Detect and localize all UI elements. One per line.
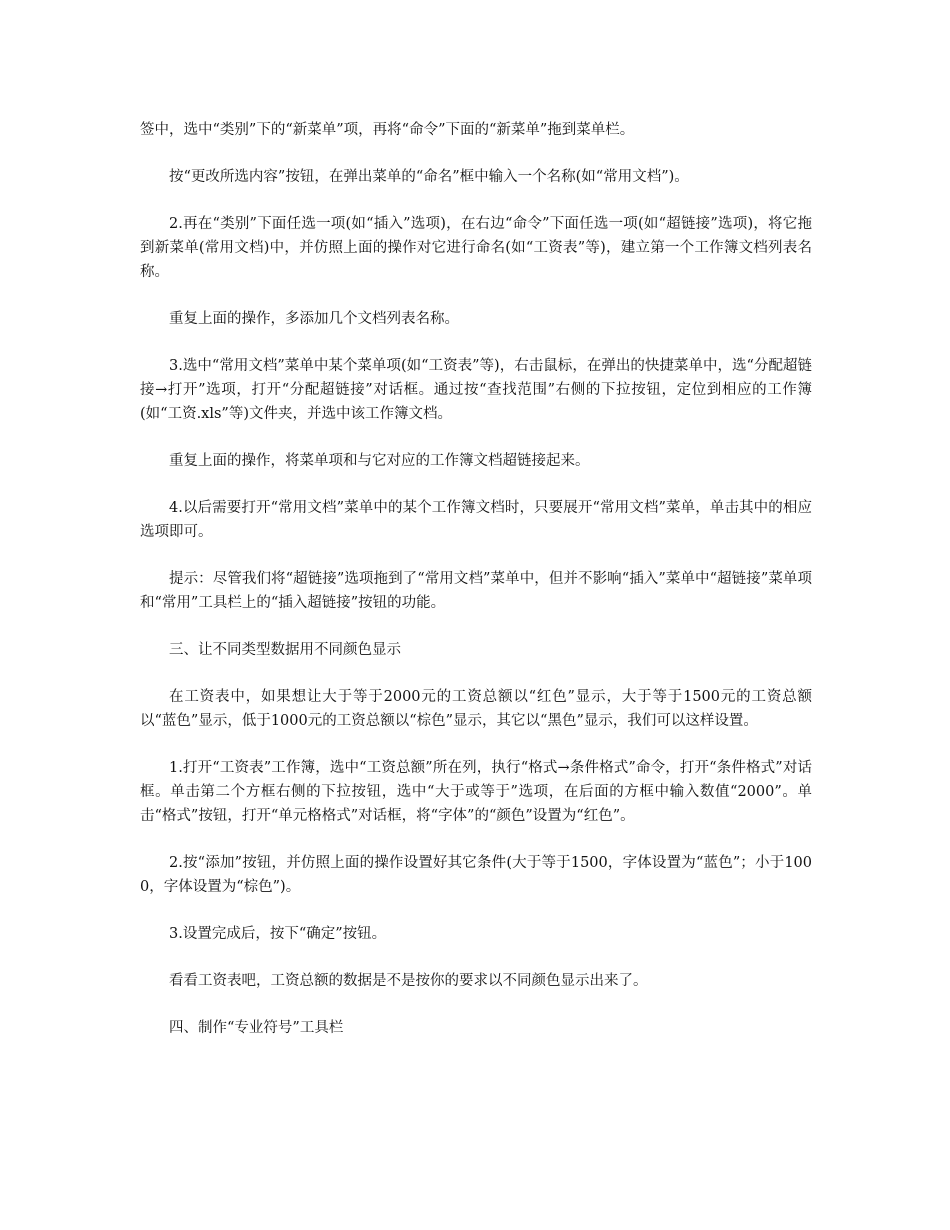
- paragraph-4: 重复上面的操作，多添加几个文档列表名称。: [169, 311, 459, 327]
- paragraph-1: 签中，选中“类别”下的“新菜单”项，再将“命令”下面的“新菜单”拖到菜单栏。: [140, 122, 635, 138]
- section-heading-4: 四、制作“专业符号”工具栏: [169, 1020, 344, 1036]
- paragraph-10: 在工资表中，如果想让大于等于2000元的工资总额以“红色”显示，大于等于1500元的工资总额以“蓝色”显示，低于1000元的工资总额以“棕色”显示，其它以“黑色”显示，我们可以这样设置。: [140, 689, 812, 729]
- paragraph-2: 按“更改所选内容”按钮，在弹出菜单的“命名”框中输入一个名称(如“常用文档”)。: [169, 169, 689, 185]
- paragraph-6: 重复上面的操作，将菜单项和与它对应的工作簿文档超链接起来。: [169, 453, 590, 469]
- paragraph-13: 3.设置完成后，按下“确定”按钮。: [169, 926, 387, 942]
- paragraph-7: 4.以后需要打开“常用文档”菜单中的某个工作簿文档时，只要展开“常用文档”菜单，单击其中的相应选项即可。: [140, 500, 812, 540]
- document-body: [140, 118, 812, 1063]
- paragraph-12: 2.按“添加”按钮，并仿照上面的操作设置好其它条件(大于等于1500，字体设置为“蓝色”；小于1000，字体设置为“棕色”)。: [140, 855, 812, 895]
- section-heading-3: 三、让不同类型数据用不同颜色显示: [169, 642, 401, 658]
- paragraph-14: 看看工资表吧，工资总额的数据是不是按你的要求以不同颜色显示出来了。: [169, 973, 648, 989]
- paragraph-11: 1.打开“工资表”工作簿，选中“工资总额”所在列，执行“格式→条件格式”命令，打开“条件格式”对话框。单击第二个方框右侧的下拉按钮，选中“大于或等于”选项，在后面的方框中输入数值“2000”。单击“格式”按钮，打开“单元格格式”对话框，将“字体”的“颜色”设置为“红色”。: [140, 760, 812, 824]
- paragraph-8: 提示：尽管我们将“超链接”选项拖到了“常用文档”菜单中，但并不影响“插入”菜单中“超链接”菜单项和“常用”工具栏上的“插入超链接”按钮的功能。: [140, 571, 812, 611]
- paragraph-3: 2.再在“类别”下面任选一项(如“插入”选项)，在右边“命令”下面任选一项(如“超链接”选项)，将它拖到新菜单(常用文档)中，并仿照上面的操作对它进行命名(如“工资表”等)，建立第一个工作簿文档列表名称。: [140, 216, 812, 280]
- paragraph-5: 3.选中“常用文档”菜单中某个菜单项(如“工资表”等)，右击鼠标，在弹出的快捷菜单中，选“分配超链接→打开”选项，打开“分配超链接”对话框。通过按“查找范围”右侧的下拉按钮，定位到相应的工作簿(如“工资.xls”等)文件夹，并选中该工作簿文档。: [140, 358, 812, 422]
